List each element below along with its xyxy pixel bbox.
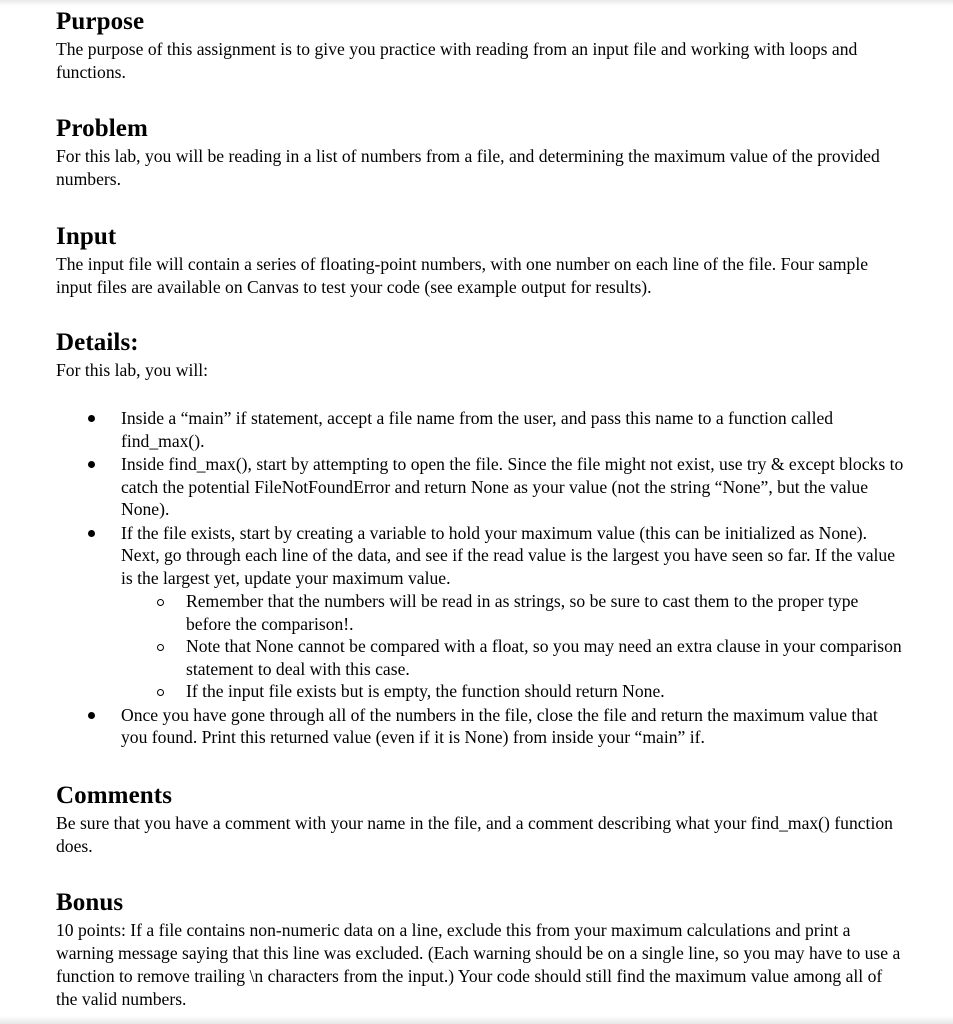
sub-list-item xyxy=(121,590,906,635)
details-intro: For this lab, you will: xyxy=(56,360,208,380)
bullet-dot xyxy=(88,712,95,719)
details-list xyxy=(56,407,906,750)
comments-text: Be sure that you have a comment with your name in the file, and a comment describing what your find_max() function does. xyxy=(56,813,893,856)
list-item-text: Inside a “main” if statement, accept a file name from the user, and pass this name to a function called find_max(). xyxy=(121,408,834,451)
list-item xyxy=(56,522,906,703)
list-item xyxy=(56,407,906,452)
bullet-dot xyxy=(88,461,95,468)
problem-text: For this lab, you will be reading in a list of numbers from a file, and determining the maximum value of the provided numbers. xyxy=(56,146,880,189)
bottom-shadow-bar xyxy=(0,1016,953,1024)
sub-list xyxy=(56,590,906,703)
hollow-bullet xyxy=(157,644,164,651)
bonus-section xyxy=(56,889,906,1011)
bonus-text: 10 points: If a file contains non-numeric data on a line, exclude this from your maximum calculations and print a warning message saying that this line was excluded. (Each warning should be on a single line, so you may have to use a function to remove trailing \n characters from the input.) Your code should still find the maximum value among all of the valid numbers. xyxy=(56,920,901,1009)
details-section xyxy=(56,329,906,382)
comments-section xyxy=(56,782,906,858)
purpose-section xyxy=(56,8,906,84)
list-item xyxy=(56,453,906,521)
top-shadow-bar xyxy=(0,0,953,6)
problem-heading: Problem xyxy=(56,115,148,142)
sub-list-item-text: If the input file exists but is empty, the function should return None. xyxy=(186,681,665,701)
input-text: The input file will contain a series of floating-point numbers, with one number on each line of the file. Four sample input files are available on Canvas to test your code (see example output for results). xyxy=(56,254,869,297)
hollow-bullet xyxy=(157,599,164,606)
input-section xyxy=(56,223,906,299)
list-item xyxy=(56,704,906,749)
input-heading: Input xyxy=(56,223,117,250)
list-item-text: If the file exists, start by creating a variable to hold your maximum value (this can be initialized as None). Next, go through each line of the data, and see if the read value is the largest you have seen so far. If the value is the largest yet, update your maximum value. xyxy=(121,522,896,588)
sub-list-item-text: Note that None cannot be compared with a float, so you may need an extra clause in your comparison statement to deal with this case. xyxy=(186,636,902,679)
sub-list-item-text: Remember that the numbers will be read in as strings, so be sure to cast them to the proper type before the comparison!. xyxy=(186,591,859,634)
bullet-dot xyxy=(88,530,95,537)
comments-heading: Comments xyxy=(56,782,173,809)
sub-list-item xyxy=(121,635,906,680)
bonus-heading: Bonus xyxy=(56,889,124,916)
problem-section xyxy=(56,115,906,191)
purpose-heading: Purpose xyxy=(56,8,145,35)
sub-list-item xyxy=(121,680,906,703)
bullet-dot xyxy=(88,415,95,422)
hollow-bullet xyxy=(157,689,164,696)
list-item-text: Once you have gone through all of the numbers in the file, close the file and return the maximum value that you found. Print this returned value (even if it is None) from inside your “main” if. xyxy=(121,704,878,747)
purpose-text: The purpose of this assignment is to give you practice with reading from an input file and working with loops and functions. xyxy=(56,39,858,82)
list-item-text: Inside find_max(), start by attempting to open the file. Since the file might not exist, use try & except blocks to catch the potential FileNotFoundError and return None as your value (not the string “None”, but the value None). xyxy=(121,454,904,519)
details-heading: Details: xyxy=(56,329,139,356)
